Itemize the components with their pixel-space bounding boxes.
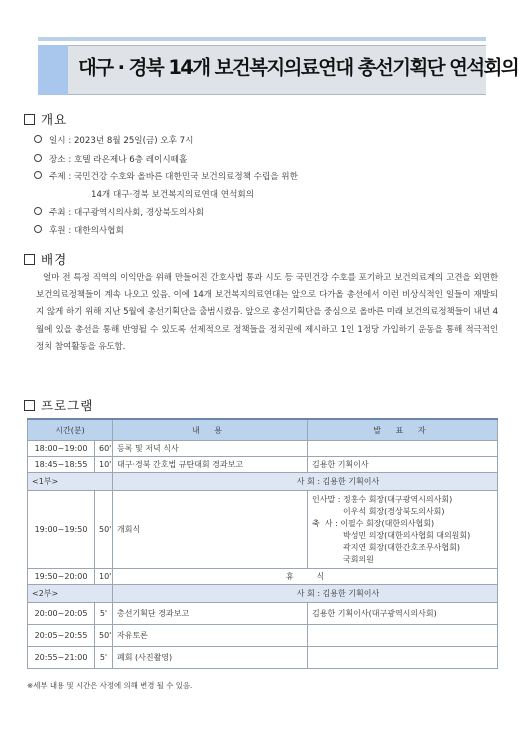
part1-label: <1부>	[28, 473, 113, 491]
row-time: 18:45~18:55	[28, 457, 95, 473]
circle-bullet-icon	[34, 154, 42, 162]
checkbox-square-icon	[24, 114, 35, 125]
circle-bullet-icon	[34, 225, 42, 233]
presenter-line: 축 사 : 이필수 회장(대한의사협회)	[312, 518, 435, 528]
overview-date	[34, 134, 193, 146]
opening-time: 19:00~19:50	[28, 491, 95, 569]
circle-bullet-icon	[34, 207, 42, 215]
overview-place-text: 장소 : 호텔 라온제나 6층 레이시떼홀	[49, 155, 188, 165]
part1-mc: 사 회 : 김용한 기획이사	[113, 473, 498, 491]
overview-theme-text: 주제 : 국민건강 수호와 올바른 대한민국 보건의료정책 수립을 위한	[49, 172, 298, 182]
footnote: ※세부 내용 및 시간은 사정에 의해 변경 될 수 있음.	[27, 681, 193, 690]
program-table	[27, 418, 498, 669]
header-time: 시간(분)	[28, 419, 113, 441]
row-minutes: 50'	[95, 625, 113, 647]
opening-content: 개회식	[113, 491, 308, 569]
row-time: 20:55~21:00	[28, 647, 95, 669]
presenter-line: 이우석 회장(경상북도의사회)	[343, 506, 445, 516]
row-time: 20:05~20:55	[28, 625, 95, 647]
header-content: 내 용	[113, 419, 308, 441]
title-top-bar	[38, 37, 486, 41]
row-presenter: 김용한 기획이사	[308, 457, 498, 473]
table-row	[28, 625, 498, 647]
section-program	[24, 396, 93, 414]
table-row	[28, 647, 498, 669]
part2-row	[28, 585, 498, 603]
break-time: 19:50~20:00	[28, 569, 95, 585]
row-time: 18:00~19:00	[28, 441, 95, 457]
part2-mc: 사 회 : 김용한 기획이사	[113, 585, 498, 603]
section-overview-label: 개요	[41, 112, 68, 127]
overview-sponsor-text: 후원 : 대한의사협회	[49, 226, 124, 236]
break-content: 휴 식	[113, 569, 498, 585]
table-header-row	[28, 419, 498, 441]
title-accent	[38, 45, 68, 95]
circle-bullet-icon	[34, 135, 42, 143]
background-paragraph: 얼마 전 특정 직역의 이익만을 위해 만들어진 간호사법 통과 시도 등 국민건강 수호를 포기하고 보건의료계의 고견을 외면한 보건의료정책들이 계속 나오고 있음. 이에 14개 보건복지의료연대는 앞으로 다가올 총선에서 이런 비상식적인 일들이 재발되지 않게 하기 위해 지난 5월에 총선기획단을 출범시켰음. 앞으로 총선기획단을 중심으로 올바른 미래 보건의료정책들이 내년 4월에 있을 총선을 통해 반영될 수 있도록 선제적으로 정책들을 정치권에 제시하고 1인 1정당 가입하기 운동을 통해 적극적인 정치 참여활동을 유도함.	[36, 273, 498, 352]
section-background	[24, 250, 67, 268]
presenter-line: 인사말 : 정홍수 회장(대구광역시의사회)	[312, 494, 453, 504]
row-minutes: 10'	[95, 457, 113, 473]
overview-host	[34, 206, 204, 218]
row-minutes: 60'	[95, 441, 113, 457]
overview-date-text: 일시 : 2023년 8월 25일(금) 오후 7시	[49, 136, 194, 146]
part2-label: <2부>	[28, 585, 113, 603]
section-program-label: 프로그램	[41, 398, 94, 413]
table-row	[28, 457, 498, 473]
overview-sponsor	[34, 224, 124, 236]
row-presenter	[308, 647, 498, 669]
row-presenter: 김용한 기획이사(대구광역시의사회)	[308, 603, 498, 625]
checkbox-square-icon	[24, 254, 35, 265]
opening-row	[28, 491, 498, 569]
overview-place	[34, 153, 187, 165]
row-minutes: 5'	[95, 647, 113, 669]
row-content: 총선기획단 경과보고	[113, 603, 308, 625]
section-background-label: 배경	[41, 252, 68, 267]
row-content: 폐회 (사진촬영)	[113, 647, 308, 669]
break-minutes: 10'	[95, 569, 113, 585]
overview-theme-continued: 14개 대구·경북 보건복지의료연대 연석회의	[91, 190, 254, 200]
checkbox-square-icon	[24, 400, 35, 411]
row-minutes: 5'	[95, 603, 113, 625]
presenter-line: 곽지연 회장(대한간호조무사협회)	[343, 542, 460, 552]
row-presenter	[308, 441, 498, 457]
table-row	[28, 603, 498, 625]
overview-host-text: 주최 : 대구광역시의사회, 경상북도의사회	[49, 208, 204, 218]
break-row	[28, 569, 498, 585]
table-row	[28, 441, 498, 457]
section-overview	[24, 110, 67, 128]
document-title: 대구 · 경북 14개 보건복지의료연대 총선기획단 연석회의	[78, 56, 519, 79]
presenter-line: 박성민 의장(대한의사협회 대의원회)	[343, 530, 471, 540]
row-content: 등록 및 저녁 식사	[113, 441, 308, 457]
header-presenter: 발 표 자	[308, 419, 498, 441]
part1-row	[28, 473, 498, 491]
row-content: 자유토론	[113, 625, 308, 647]
circle-bullet-icon	[34, 171, 42, 179]
opening-presenters	[308, 491, 498, 569]
row-presenter	[308, 625, 498, 647]
row-time: 20:00~20:05	[28, 603, 95, 625]
row-content: 대구·경북 간호법 규탄대회 경과보고	[113, 457, 308, 473]
opening-minutes: 50'	[95, 491, 113, 569]
presenter-line: 국회의원	[343, 554, 374, 564]
overview-theme	[34, 170, 298, 182]
